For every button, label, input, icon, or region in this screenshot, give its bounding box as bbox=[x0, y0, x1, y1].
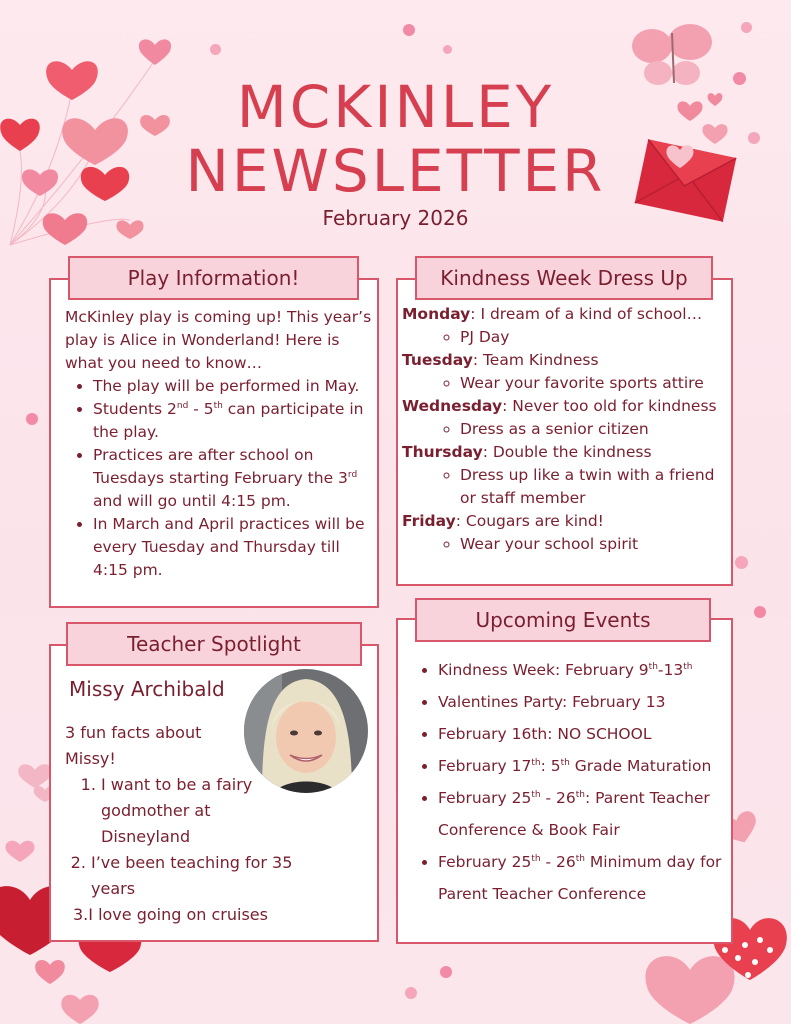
kindness-day: Tuesday: Team Kindness bbox=[402, 351, 599, 369]
list-item: • The play will be performed in May. bbox=[93, 375, 373, 398]
list-item: • Practices are after school on Tuesdays starting February the 3rd and will go until 4:15 pm. bbox=[93, 444, 373, 513]
list-item: • In March and April practices will be every Tuesday and Thursday till 4:15 pm. bbox=[93, 513, 373, 582]
list-item: ◦ Dress as a senior citizen bbox=[460, 418, 730, 441]
decor-dot bbox=[741, 22, 752, 33]
list-item: • Kindness Week: February 9th-13th bbox=[438, 654, 725, 686]
kindness-day: Wednesday: Never too old for kindness bbox=[402, 397, 717, 415]
facts-intro: 3 fun facts about Missy! bbox=[65, 723, 202, 768]
list-item: 3.I love going on cruises bbox=[73, 905, 268, 924]
list-item: 1. I want to be a fairy godmother at Disneyland bbox=[101, 772, 270, 850]
list-item: ◦ Wear your school spirit bbox=[460, 533, 730, 556]
issue-date: February 2026 bbox=[322, 206, 469, 230]
decor-dot bbox=[735, 556, 748, 569]
teacher-name: Missy Archibald bbox=[69, 677, 225, 701]
kindness-heading: Kindness Week Dress Up bbox=[415, 256, 713, 300]
kindness-day: Monday: I dream of a kind of school… bbox=[402, 305, 703, 323]
play-intro: McKinley play is coming up! This year’s play is Alice in Wonderland! Here is what you need to know… bbox=[65, 308, 372, 372]
decor-dot bbox=[210, 44, 221, 55]
list-item: • February 17th: 5th Grade Maturation bbox=[438, 750, 725, 782]
list-item: • Students 2nd - 5th can participate in the play. bbox=[93, 398, 373, 444]
events-heading: Upcoming Events bbox=[415, 598, 711, 642]
list-item: • February 25th - 26th Minimum day for Parent Teacher Conference bbox=[438, 846, 725, 910]
decor-dot bbox=[26, 413, 38, 425]
list-item: ◦ Dress up like a twin with a friend or staff member bbox=[460, 464, 730, 510]
spotlight-facts bbox=[65, 720, 293, 928]
play-info-content bbox=[65, 306, 373, 582]
title-line-1: MCKINLEY bbox=[236, 73, 555, 141]
list-item: • Valentines Party: February 13 bbox=[438, 686, 725, 718]
kindness-day: Friday: Cougars are kind! bbox=[402, 512, 604, 530]
kindness-day: Thursday: Double the kindness bbox=[402, 443, 652, 461]
decor-dot bbox=[440, 966, 452, 978]
list-item: • February 25th - 26th: Parent Teacher Conference & Book Fair bbox=[438, 782, 725, 846]
play-list bbox=[65, 375, 373, 582]
spotlight-heading: Teacher Spotlight bbox=[66, 622, 362, 666]
title-line-2: NEWSLETTER bbox=[185, 137, 606, 205]
list-item: ◦ PJ Day bbox=[460, 326, 730, 349]
list-item: 2. I’ve been teaching for 35 years bbox=[91, 850, 331, 902]
list-item: ◦ Wear your favorite sports attire bbox=[460, 372, 730, 395]
play-info-heading: Play Information! bbox=[68, 256, 359, 300]
kindness-content bbox=[402, 303, 730, 556]
events-content bbox=[410, 654, 725, 910]
decor-dot bbox=[403, 24, 415, 36]
decor-dot bbox=[405, 987, 417, 999]
decor-dot bbox=[443, 45, 452, 54]
decor-dot bbox=[754, 606, 766, 618]
list-item: • February 16th: NO SCHOOL bbox=[438, 718, 725, 750]
